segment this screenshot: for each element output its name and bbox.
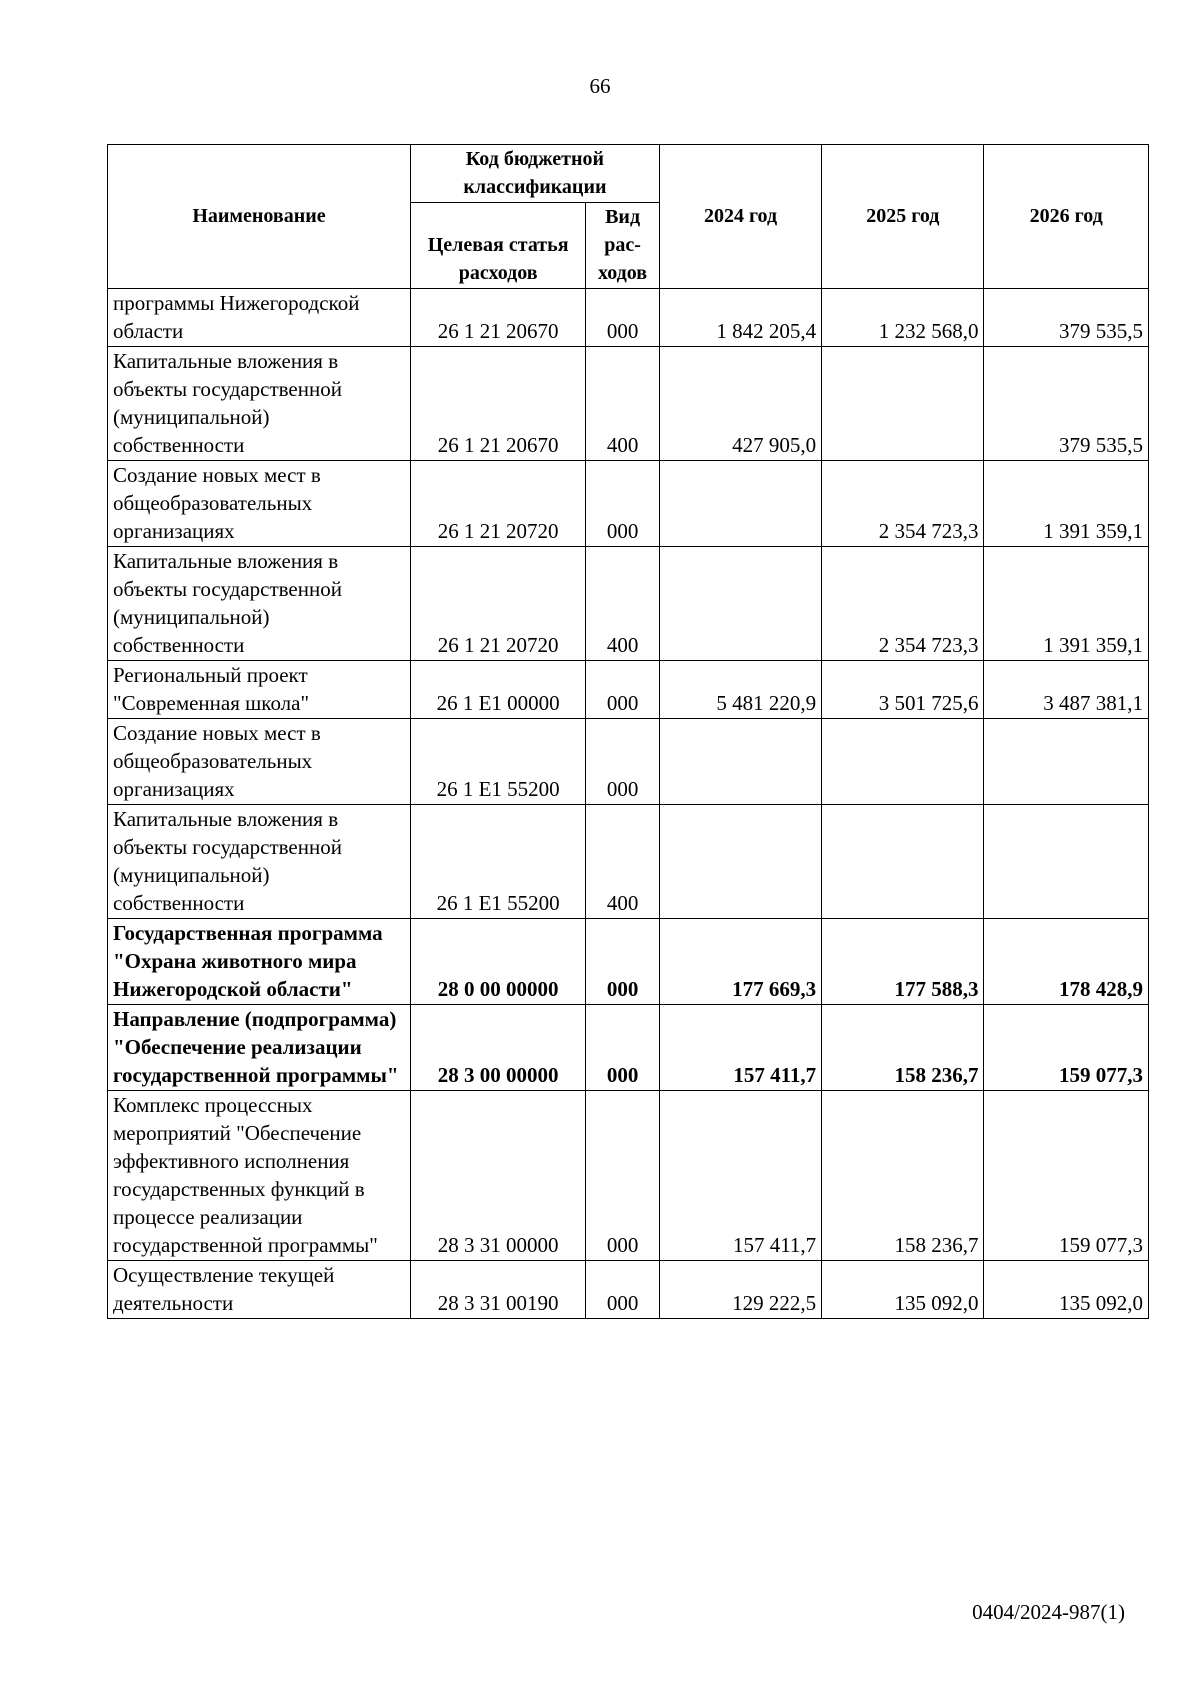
- header-expense-kind: Вид рас- ходов: [586, 203, 660, 289]
- row-expense-kind: 000: [586, 919, 660, 1005]
- row-target-code: 28 0 00 00000: [410, 919, 585, 1005]
- row-expense-kind: 400: [586, 805, 660, 919]
- row-amount-2024: 129 222,5: [659, 1261, 821, 1319]
- row-amount-2024: [659, 805, 821, 919]
- table-row: [108, 461, 1149, 547]
- row-amount-2025: 1 232 568,0: [822, 289, 984, 347]
- row-amount-2024: 157 411,7: [659, 1005, 821, 1091]
- row-amount-2025: 3 501 725,6: [822, 661, 984, 719]
- row-amount-2025: 177 588,3: [822, 919, 984, 1005]
- budget-table: [107, 144, 1149, 1319]
- row-name: Направление (подпрограмма) "Обеспечение реализации государственной программы": [108, 1005, 411, 1091]
- row-expense-kind: 000: [586, 1261, 660, 1319]
- row-name: Капитальные вложения в объекты государственной (муниципальной) собственности: [108, 805, 411, 919]
- row-amount-2025: [822, 805, 984, 919]
- row-name: Региональный проект "Современная школа": [108, 661, 411, 719]
- table-row: [108, 1091, 1149, 1261]
- row-amount-2026: 1 391 359,1: [984, 547, 1149, 661]
- page-number: 66: [589, 74, 611, 98]
- row-target-code: 26 1 E1 55200: [410, 719, 585, 805]
- header-2025: 2025 год: [822, 145, 984, 289]
- row-name: Капитальные вложения в объекты государственной (муниципальной) собственности: [108, 547, 411, 661]
- row-amount-2025: 158 236,7: [822, 1091, 984, 1261]
- row-amount-2026: [984, 805, 1149, 919]
- header-name: Наименование: [108, 145, 411, 289]
- row-name: Государственная программа "Охрана животного мира Нижегородской области": [108, 919, 411, 1005]
- table-row: [108, 661, 1149, 719]
- row-target-code: 28 3 31 00190: [410, 1261, 585, 1319]
- row-amount-2025: 2 354 723,3: [822, 461, 984, 547]
- row-amount-2026: 379 535,5: [984, 347, 1149, 461]
- row-amount-2026: 159 077,3: [984, 1005, 1149, 1091]
- table-row: [108, 1005, 1149, 1091]
- table-row: [108, 289, 1149, 347]
- row-amount-2024: 427 905,0: [659, 347, 821, 461]
- table-body: [108, 289, 1149, 1319]
- row-amount-2026: [984, 719, 1149, 805]
- document-code: 0404/2024-987(1): [972, 1600, 1125, 1624]
- row-amount-2026: 135 092,0: [984, 1261, 1149, 1319]
- table-row: [108, 1261, 1149, 1319]
- row-name: Создание новых мест в общеобразовательных организациях: [108, 461, 411, 547]
- row-amount-2025: 2 354 723,3: [822, 547, 984, 661]
- row-name: программы Нижегородской области: [108, 289, 411, 347]
- row-amount-2024: [659, 461, 821, 547]
- row-expense-kind: 400: [586, 347, 660, 461]
- row-target-code: 26 1 21 20670: [410, 347, 585, 461]
- row-name: Осуществление текущей деятельности: [108, 1261, 411, 1319]
- header-target-article: Целевая статья расходов: [410, 203, 585, 289]
- row-target-code: 26 1 21 20720: [410, 547, 585, 661]
- row-amount-2024: 157 411,7: [659, 1091, 821, 1261]
- row-expense-kind: 000: [586, 461, 660, 547]
- row-expense-kind: 400: [586, 547, 660, 661]
- row-amount-2026: 178 428,9: [984, 919, 1149, 1005]
- header-code-group: Код бюджетной классификации: [410, 145, 659, 203]
- row-amount-2025: [822, 719, 984, 805]
- table-header: [108, 145, 1149, 289]
- row-amount-2026: 379 535,5: [984, 289, 1149, 347]
- table-row: [108, 719, 1149, 805]
- row-target-code: 26 1 E1 00000: [410, 661, 585, 719]
- row-target-code: 28 3 00 00000: [410, 1005, 585, 1091]
- row-amount-2026: 159 077,3: [984, 1091, 1149, 1261]
- header-2026: 2026 год: [984, 145, 1149, 289]
- row-amount-2026: 1 391 359,1: [984, 461, 1149, 547]
- table-row: [108, 805, 1149, 919]
- row-amount-2025: [822, 347, 984, 461]
- row-amount-2024: 5 481 220,9: [659, 661, 821, 719]
- row-amount-2025: 158 236,7: [822, 1005, 984, 1091]
- row-amount-2026: 3 487 381,1: [984, 661, 1149, 719]
- row-amount-2024: [659, 719, 821, 805]
- row-name: Комплекс процессных мероприятий "Обеспечение эффективного исполнения государственных функций в процессе реализации государственной программы": [108, 1091, 411, 1261]
- table-row: [108, 919, 1149, 1005]
- table-row: [108, 347, 1149, 461]
- header-2024: 2024 год: [659, 145, 821, 289]
- row-target-code: 26 1 21 20670: [410, 289, 585, 347]
- row-amount-2024: 177 669,3: [659, 919, 821, 1005]
- row-target-code: 28 3 31 00000: [410, 1091, 585, 1261]
- row-expense-kind: 000: [586, 289, 660, 347]
- row-target-code: 26 1 21 20720: [410, 461, 585, 547]
- row-amount-2024: [659, 547, 821, 661]
- row-amount-2025: 135 092,0: [822, 1261, 984, 1319]
- row-expense-kind: 000: [586, 719, 660, 805]
- row-expense-kind: 000: [586, 661, 660, 719]
- row-name: Капитальные вложения в объекты государственной (муниципальной) собственности: [108, 347, 411, 461]
- row-amount-2024: 1 842 205,4: [659, 289, 821, 347]
- table-row: [108, 547, 1149, 661]
- row-expense-kind: 000: [586, 1091, 660, 1261]
- row-name: Создание новых мест в общеобразовательных организациях: [108, 719, 411, 805]
- row-expense-kind: 000: [586, 1005, 660, 1091]
- row-target-code: 26 1 E1 55200: [410, 805, 585, 919]
